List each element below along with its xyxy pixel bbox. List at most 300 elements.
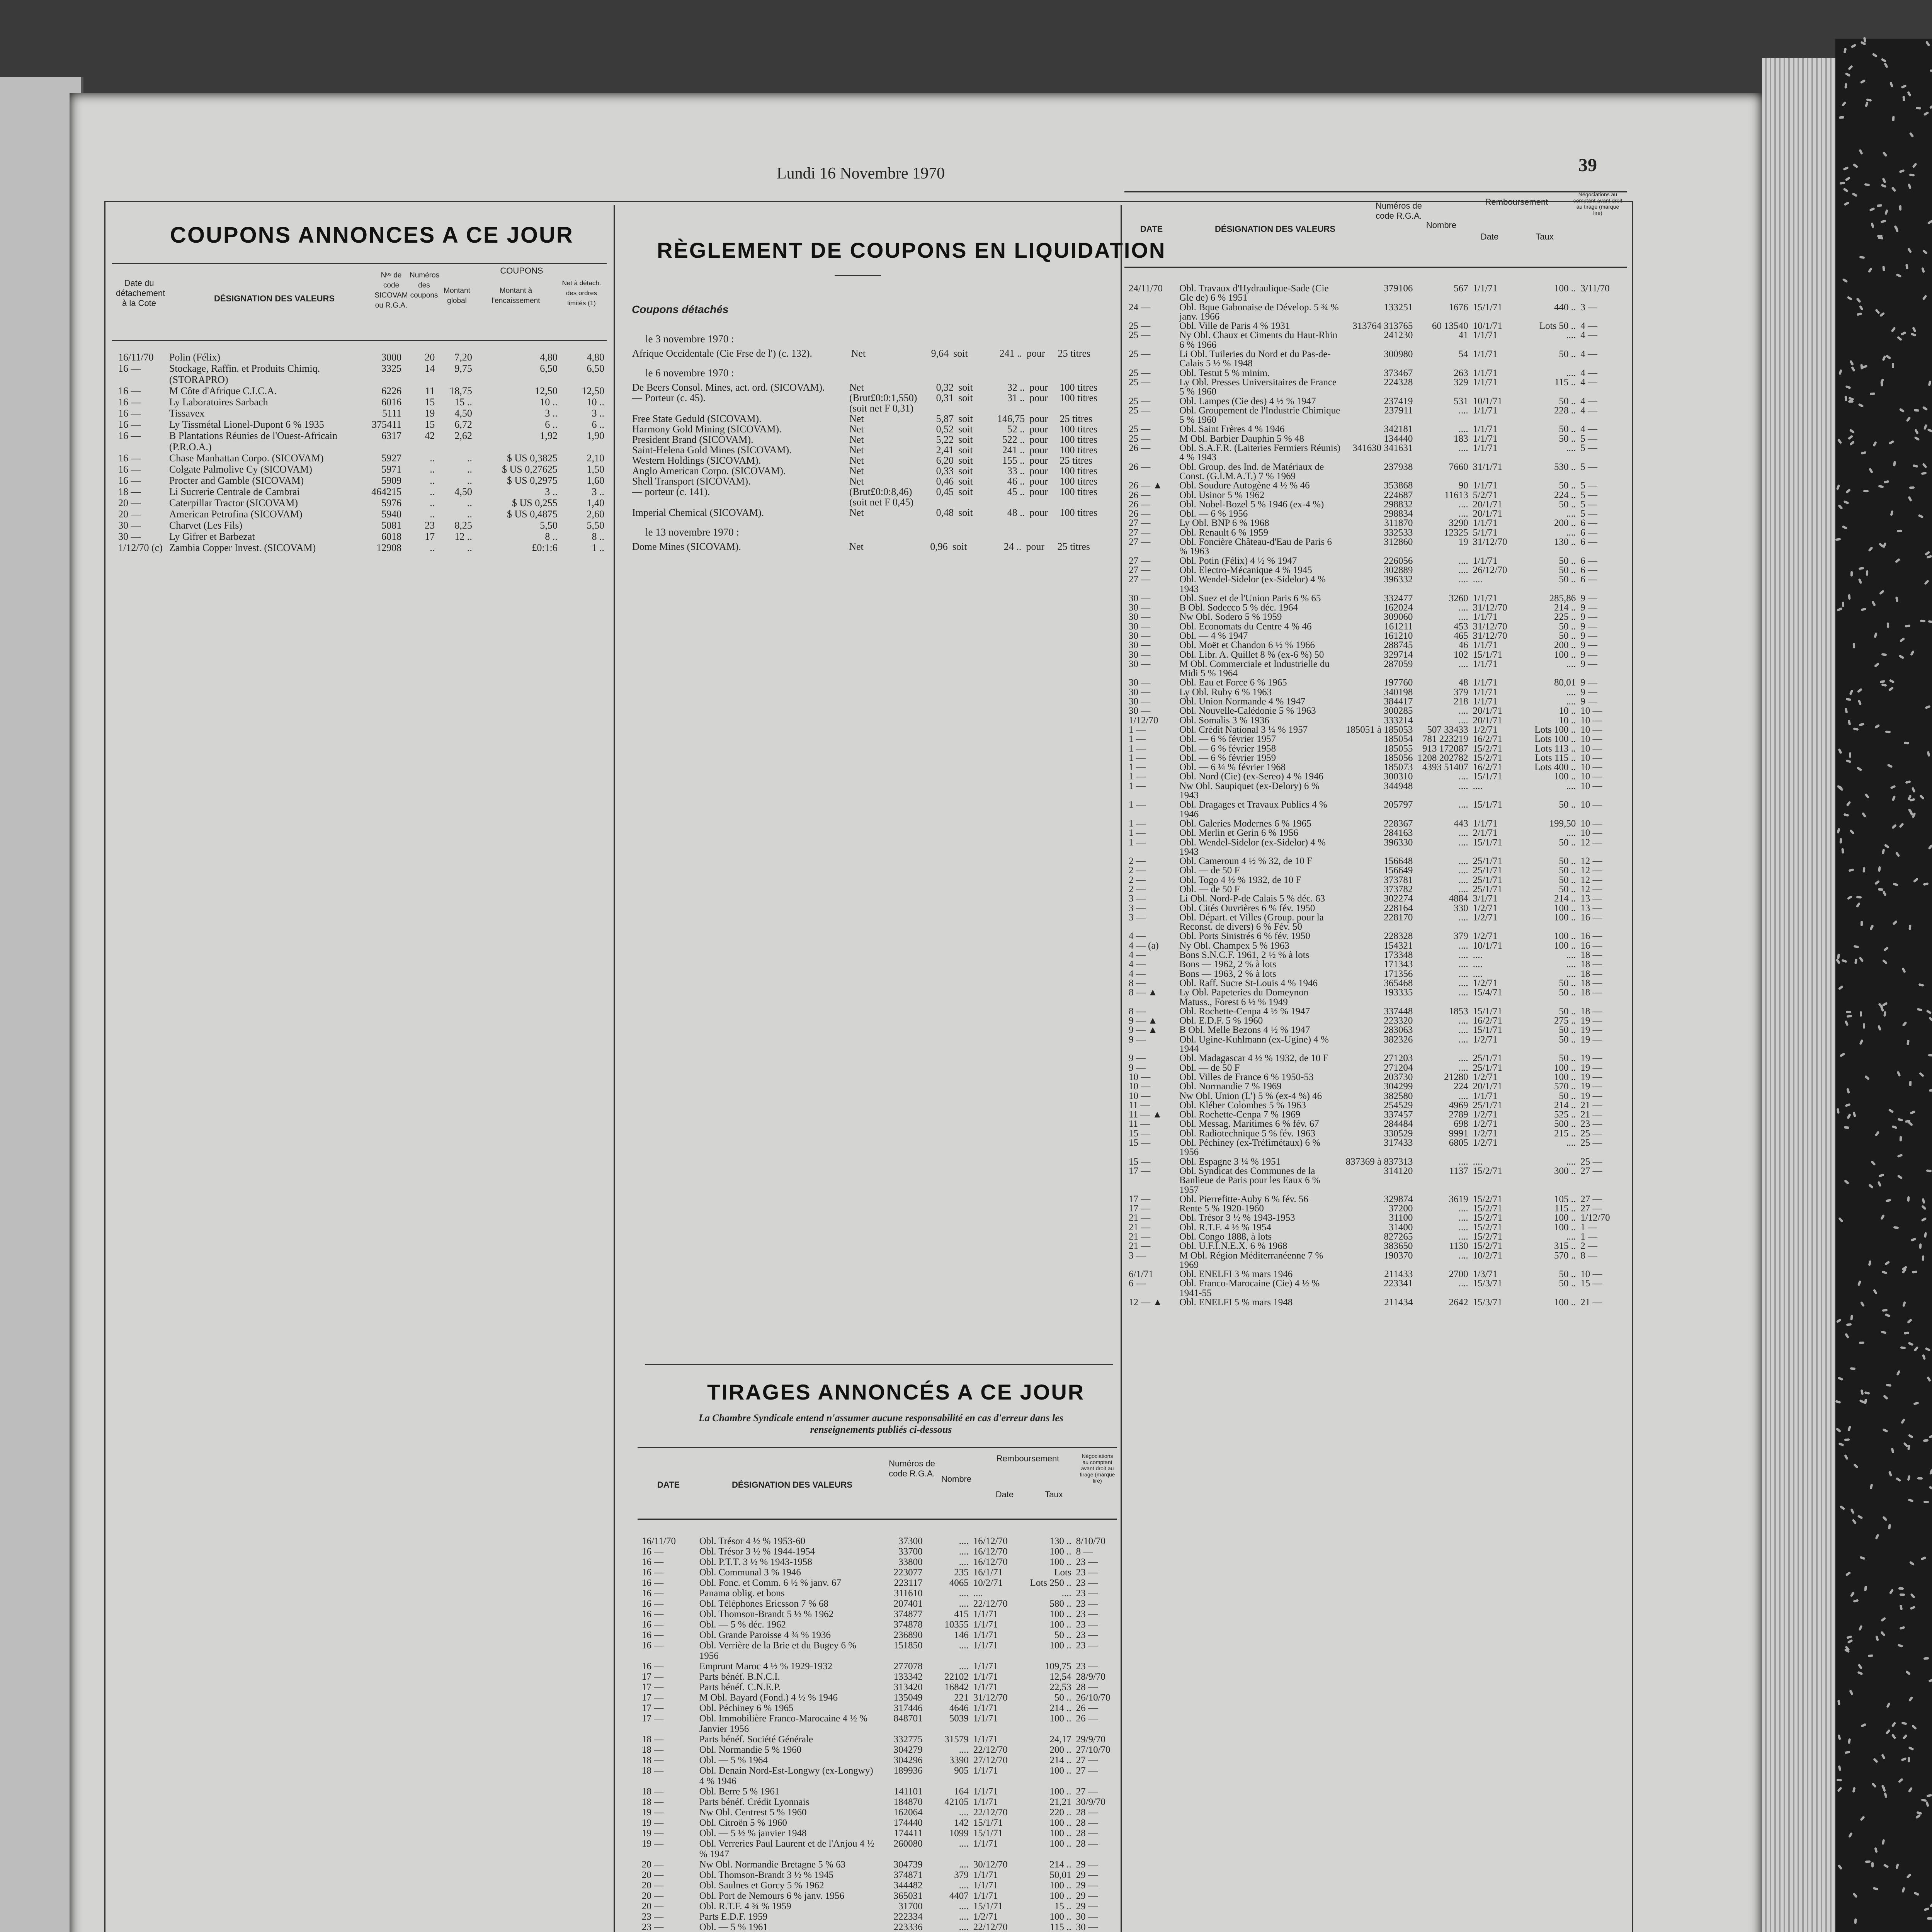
suite-row-cell: 12 — bbox=[1580, 856, 1602, 867]
tirages-col-designation: DÉSIGNATION DES VALEURS bbox=[731, 1480, 853, 1490]
tirage-row-cell: 235 bbox=[954, 1567, 969, 1578]
reglement-group-date: le 3 novembre 1970 : bbox=[645, 333, 734, 345]
suite-row-cell: 9 — bbox=[1580, 593, 1597, 604]
suite-row-cell: .... bbox=[1458, 1278, 1468, 1289]
coupon-row-cell: 3325 bbox=[381, 363, 402, 374]
suite-row-cell: 1/2/71 bbox=[1473, 1109, 1498, 1120]
tirage-row-cell: 100 .. bbox=[1049, 1891, 1071, 1901]
suite-row-cell: 4393 51407 bbox=[1422, 762, 1468, 773]
suite-row-cell: 309060 bbox=[1384, 612, 1413, 622]
suite-row-cell: 340198 bbox=[1384, 687, 1413, 697]
suite-row-cell: 2 — bbox=[1580, 1241, 1597, 1252]
tirage-row-cell: 1/1/71 bbox=[973, 1630, 998, 1640]
suite-row-cell: 50 .. bbox=[1559, 837, 1576, 848]
coupon-row-cell: 16 — bbox=[118, 385, 141, 396]
suite-row bbox=[1126, 575, 1625, 594]
suite-row-cell: 50 .. bbox=[1559, 630, 1576, 641]
coupon-row bbox=[116, 486, 607, 497]
reglement-cell: pour bbox=[1029, 423, 1048, 435]
suite-row-cell: .... bbox=[1458, 771, 1468, 782]
tirage-row-cell: .... bbox=[959, 1661, 969, 1672]
suite-row-cell: 1/1/71 bbox=[1473, 687, 1498, 697]
tirage-row-cell: .... bbox=[959, 1588, 969, 1599]
tirage-row-cell: 23 — bbox=[1076, 1557, 1098, 1567]
tirage-row-cell: Lots 250 .. bbox=[1030, 1578, 1071, 1588]
tirage-row-cell: 174411 bbox=[894, 1828, 923, 1838]
suite-row-cell: 10 — bbox=[1580, 706, 1602, 716]
suite-row-cell: 9 — bbox=[1580, 696, 1597, 707]
reglement-cell: 2,41 bbox=[936, 444, 954, 456]
suite-row-cell: .... bbox=[1458, 1203, 1468, 1214]
tirage-row-cell: 277078 bbox=[893, 1661, 923, 1672]
tirage-row-cell: 1/1/71 bbox=[973, 1713, 998, 1724]
tirage-row-cell: 109,75 bbox=[1044, 1661, 1071, 1672]
suite-row-cell: 16/2/71 bbox=[1473, 762, 1502, 773]
suite-row-cell: Lots 100 .. bbox=[1534, 734, 1576, 745]
tirage-row-cell: 23 — bbox=[642, 1912, 664, 1922]
suite-row-cell: 19 — bbox=[1580, 1015, 1602, 1026]
tirage-row-cell: 30 — bbox=[1076, 1912, 1098, 1922]
suite-row-cell: .... bbox=[1566, 367, 1576, 378]
tirage-row-cell: 223336 bbox=[893, 1922, 923, 1932]
suite-row-cell: 1 — bbox=[1129, 781, 1146, 791]
suite-row bbox=[1126, 678, 1625, 687]
suite-row bbox=[1126, 735, 1625, 744]
reglement-cell bbox=[919, 497, 956, 507]
tirage-row-cell: 29 — bbox=[1076, 1880, 1098, 1891]
coupon-row-cell: 3000 bbox=[381, 352, 402, 363]
suite-row-cell: 6 — bbox=[1580, 527, 1597, 538]
suite-row-cell: 100 .. bbox=[1554, 931, 1576, 942]
suite-row-cell: 190370 bbox=[1384, 1250, 1413, 1261]
tirage-row-cell: 207401 bbox=[893, 1599, 923, 1609]
tirage-row-cell: 221 bbox=[954, 1692, 969, 1703]
reglement-cell: 100 titres bbox=[1060, 423, 1098, 435]
suite-row-cell: .... bbox=[1473, 574, 1483, 585]
tirage-row-cell: 1/1/71 bbox=[973, 1786, 998, 1797]
suite-row-cell: 3 — bbox=[1129, 903, 1146, 913]
reglement-cell: pour bbox=[1029, 392, 1048, 403]
suite-row bbox=[1126, 612, 1625, 622]
tirage-row-cell: 37300 bbox=[898, 1536, 923, 1546]
reglement-cell: (Brut£0:0:1,550) bbox=[849, 392, 917, 403]
suite-row-cell: 337448 bbox=[1384, 1006, 1413, 1017]
tirage-row-cell: 26 — bbox=[1076, 1713, 1098, 1724]
reglement-cell: pour bbox=[1029, 486, 1048, 497]
reglement-group-date: le 13 novembre 1970 : bbox=[645, 526, 739, 538]
suite-row-cell: Lots 50 .. bbox=[1539, 321, 1576, 332]
suite-row-cell: 10 — bbox=[1580, 1269, 1602, 1280]
suite-row-cell: 8 — bbox=[1129, 1006, 1146, 1017]
suite-row-cell: .... bbox=[1473, 959, 1483, 970]
suite-row-cell: 203730 bbox=[1384, 1071, 1413, 1082]
suite-row-cell: 6 — bbox=[1580, 537, 1597, 548]
suite-row-cell: 10 — bbox=[1580, 828, 1602, 838]
tirage-row bbox=[639, 1745, 1117, 1755]
suite-row bbox=[1126, 1138, 1625, 1157]
tirage-row-cell: Obl. Grande Paroisse 4 ¾ % 1936 bbox=[699, 1630, 831, 1640]
reglement-cell: 25 titres bbox=[1060, 413, 1093, 424]
suite-row-cell: 12 — bbox=[1580, 837, 1602, 848]
reglement-cell: 0,33 bbox=[936, 465, 954, 476]
coupon-row-cell: 17 bbox=[425, 531, 435, 542]
suite-row-cell: 1137 bbox=[1449, 1165, 1468, 1176]
tirage-row bbox=[639, 1619, 1117, 1630]
coupon-row-cell: 12,50 bbox=[582, 385, 604, 396]
coupon-row-cell: 5940 bbox=[381, 509, 402, 520]
suite-row-cell: 211434 bbox=[1384, 1297, 1413, 1308]
suite-row-cell: 2 — bbox=[1129, 865, 1146, 876]
suite-row-cell: 100 .. bbox=[1554, 1071, 1576, 1082]
coupon-row bbox=[116, 352, 607, 363]
suite-row-cell: Obl. Messag. Maritimes 6 % fév. 67 bbox=[1179, 1119, 1319, 1129]
reglement-cell: 100 titres bbox=[1060, 434, 1098, 445]
reglement-cell: 0,96 bbox=[930, 541, 948, 552]
tirage-row-cell: 31700 bbox=[898, 1901, 923, 1912]
suite-row-cell: .... bbox=[1566, 1138, 1576, 1148]
suite-row-cell: Obl. Franco-Marocaine (Cie) 4 ½ % 1941-55 bbox=[1179, 1278, 1320, 1298]
suite-row-cell: 2700 bbox=[1449, 1269, 1468, 1280]
suite-row-cell: Obl. — de 50 F bbox=[1179, 1062, 1240, 1073]
reglement-cell: 0,48 bbox=[936, 507, 954, 518]
suite-row-cell: 30 — bbox=[1129, 621, 1151, 632]
tirage-row-cell: Parts bénéf. B.N.C.I. bbox=[699, 1672, 780, 1682]
suite-row bbox=[1126, 500, 1625, 509]
suite-row-cell: 337457 bbox=[1384, 1109, 1413, 1120]
suite-row-cell: 4 — (a) bbox=[1129, 940, 1159, 951]
suite-row-cell: 10 — bbox=[1129, 1071, 1151, 1082]
suite-row-cell: 2789 bbox=[1449, 1109, 1468, 1120]
suite-row-cell: .... bbox=[1566, 509, 1576, 519]
suite-row-cell: 50 .. bbox=[1559, 987, 1576, 998]
coupon-row-cell: 464215 bbox=[371, 486, 402, 497]
suite-row-cell: Obl. Wendel-Sidelor (ex-Sidelor) 4 % 1943 bbox=[1179, 574, 1326, 594]
tirage-row-cell: 332775 bbox=[893, 1734, 923, 1745]
suite-row-cell: 271203 bbox=[1384, 1053, 1413, 1064]
suite-row-cell: 1 — bbox=[1129, 743, 1146, 754]
reglement-row bbox=[630, 476, 1117, 486]
suite-row-cell: 3260 bbox=[1449, 593, 1468, 604]
coupon-row-cell: 1,92 bbox=[540, 430, 558, 441]
reglement-cell: soit bbox=[958, 382, 973, 393]
suite-row-cell: 18 — bbox=[1580, 978, 1602, 988]
tirage-row-cell: 1099 bbox=[949, 1828, 969, 1838]
tirage-row-cell: Obl. Berre 5 % 1961 bbox=[699, 1786, 780, 1797]
suite-row-cell: Obl. Radiotechnique 5 % fév. 1963 bbox=[1179, 1128, 1315, 1139]
suite-row-cell: 26 — bbox=[1129, 499, 1151, 510]
suite-row-cell: Obl. Ugine-Kuhlmann (ex-Ugine) 4 % 1944 bbox=[1179, 1034, 1329, 1054]
suite-row-cell: .... bbox=[1458, 874, 1468, 885]
suite-row-cell: .... bbox=[1458, 612, 1468, 622]
reglement-cell: pour bbox=[1029, 476, 1048, 487]
coupon-row bbox=[116, 509, 607, 520]
suite-row-cell: 382580 bbox=[1384, 1090, 1413, 1101]
tirage-row-cell: 23 — bbox=[1076, 1661, 1098, 1672]
suite-row bbox=[1126, 951, 1625, 960]
coupon-row-cell: .. bbox=[430, 509, 435, 520]
suite-row-cell: 313764 313765 bbox=[1352, 321, 1413, 332]
suite-row-cell: 171356 bbox=[1384, 968, 1413, 979]
tirage-row-cell: 17 — bbox=[642, 1692, 664, 1703]
tirages-col-nombre: Nombre bbox=[941, 1474, 972, 1484]
reglement-cell bbox=[1058, 403, 1117, 413]
suite-row-cell: Li Obl. Tuileries du Nord et du Pas-de-Calais 5 ½ % 1948 bbox=[1179, 349, 1331, 369]
tirage-row-cell: 16/12/70 bbox=[973, 1546, 1008, 1557]
suite-row-cell: 567 bbox=[1454, 283, 1468, 294]
suite-row-cell: 10 — bbox=[1580, 818, 1602, 829]
suite-row-cell: Obl. Kléber Colombes 5 % 1963 bbox=[1179, 1100, 1306, 1111]
suite-row bbox=[1126, 1204, 1625, 1213]
suite-row-cell: 329874 bbox=[1384, 1194, 1413, 1204]
suite-row-cell: 50 .. bbox=[1559, 349, 1576, 360]
reglement-group-date: le 6 novembre 1970 : bbox=[645, 367, 734, 379]
suite-row-cell: 26 — bbox=[1129, 509, 1151, 519]
coupon-row-cell: 2,60 bbox=[587, 509, 604, 520]
suite-row bbox=[1126, 1298, 1625, 1307]
reglement-cell: President Brand (SICOVAM). bbox=[632, 434, 753, 445]
tirage-row-cell: .... bbox=[1061, 1588, 1071, 1599]
reglement-cell: Net bbox=[849, 465, 864, 476]
coupon-row-cell: Li Sucrerie Centrale de Cambrai bbox=[169, 486, 300, 497]
reglement-cell: pour bbox=[1029, 413, 1048, 424]
reglement-cell: 5,87 bbox=[936, 413, 954, 424]
suite-row-cell: 10 — bbox=[1580, 743, 1602, 754]
suite-row-cell: 15 — bbox=[1129, 1156, 1151, 1167]
tirage-row-cell: 22102 bbox=[944, 1672, 969, 1682]
suite-row-cell: 27 — bbox=[1580, 1165, 1602, 1176]
tirage-row-cell: 1/1/71 bbox=[973, 1797, 998, 1807]
suite-row-cell: Obl. Dragages et Travaux Publics 4 % 1946 bbox=[1179, 799, 1327, 820]
suite-row-cell: 6805 bbox=[1449, 1138, 1468, 1148]
tirage-row-cell: 4646 bbox=[949, 1703, 969, 1713]
reglement-cell: 0,32 bbox=[936, 382, 954, 393]
tirage-row bbox=[639, 1891, 1117, 1901]
suite-row-cell: 19 — bbox=[1580, 1071, 1602, 1082]
tirage-row-cell: 16842 bbox=[944, 1682, 969, 1692]
coupon-row-cell: 16 — bbox=[118, 452, 141, 464]
tirage-row-cell: 17 — bbox=[642, 1713, 664, 1724]
suite-row-cell: 130 .. bbox=[1554, 537, 1576, 548]
tirage-row-cell: .... bbox=[959, 1745, 969, 1755]
coupon-row-cell: $ US 0,4875 bbox=[507, 509, 558, 520]
reglement-cell: 5,22 bbox=[936, 434, 954, 445]
tirages-col-taux: Taux bbox=[1045, 1490, 1063, 1499]
reglement-row bbox=[630, 541, 1117, 552]
tirage-row-cell: 23 — bbox=[1076, 1619, 1098, 1630]
suite-col-taux: Taux bbox=[1536, 232, 1554, 242]
suite-row-cell: .... bbox=[1566, 443, 1576, 454]
suite-row-cell: .... bbox=[1458, 978, 1468, 988]
suite-row-cell: 827265 bbox=[1384, 1231, 1413, 1242]
suite-row-cell: 1 — bbox=[1129, 724, 1146, 735]
tirage-row-cell: 374871 bbox=[893, 1870, 923, 1880]
suite-row bbox=[1126, 1026, 1625, 1035]
reglement-cell: 522 .. bbox=[1002, 434, 1025, 445]
tirage-row-cell: 1/2/71 bbox=[973, 1912, 998, 1922]
suite-row-cell: Ly Obl. Papeteries du Domeynon Matuss., Forest 6 ½ % 1949 bbox=[1179, 987, 1309, 1007]
tirage-row-cell: 16 — bbox=[642, 1630, 664, 1640]
suite-row-cell: 50 .. bbox=[1559, 555, 1576, 566]
suite-row bbox=[1126, 697, 1625, 706]
suite-row-cell: 9 — bbox=[1580, 649, 1597, 660]
coupon-row-cell: 5,50 bbox=[540, 520, 558, 531]
suite-row-cell: Obl. Wendel-Sidelor (ex-Sidelor) 4 % 1943 bbox=[1179, 837, 1326, 857]
suite-row-cell: Obl. Nobel-Bozel 5 % 1946 (ex-4 %) bbox=[1179, 499, 1324, 510]
tirage-row-cell: 848701 bbox=[893, 1713, 923, 1724]
suite-row bbox=[1126, 594, 1625, 603]
suite-row-cell: 344948 bbox=[1384, 781, 1413, 791]
reglement-cell: Afrique Occidentale (Cie Frse de l') (c. 132). bbox=[632, 348, 813, 359]
suite-row-cell: 507 33433 bbox=[1427, 724, 1468, 735]
tirages-col-rdate: Date bbox=[995, 1490, 1014, 1499]
tirage-row-cell: 16/11/70 bbox=[642, 1536, 676, 1546]
coupon-row-cell: .. bbox=[430, 475, 435, 486]
reglement-cell bbox=[956, 403, 982, 413]
tirage-row-cell: 20 — bbox=[642, 1870, 664, 1880]
suite-row-cell: 443 bbox=[1454, 818, 1468, 829]
suite-row-cell: .... bbox=[1458, 1034, 1468, 1045]
suite-row-cell: 288745 bbox=[1384, 640, 1413, 651]
suite-row-cell: .... bbox=[1458, 828, 1468, 838]
suite-row-cell: .... bbox=[1458, 856, 1468, 867]
suite-row-cell: 2 — bbox=[1129, 856, 1146, 867]
reglement-cell: Net bbox=[849, 413, 864, 424]
suite-row-cell: 224687 bbox=[1384, 490, 1413, 500]
suite-row-cell: 10/1/71 bbox=[1473, 321, 1502, 332]
suite-row-cell: .... bbox=[1458, 1053, 1468, 1064]
reglement-cell: soit bbox=[952, 541, 967, 552]
suite-row-cell: 15/2/71 bbox=[1473, 1165, 1502, 1176]
suite-row-cell: 531 bbox=[1454, 396, 1468, 406]
suite-row bbox=[1126, 528, 1625, 537]
coupon-row-cell: 12 .. bbox=[454, 531, 472, 542]
coupon-row-cell: Caterpillar Tractor (SICOVAM) bbox=[169, 497, 298, 509]
tirage-row-cell: 317446 bbox=[893, 1703, 923, 1713]
coupon-row-cell: .. bbox=[430, 542, 435, 553]
reglement-group-table bbox=[630, 382, 1117, 518]
suite-row-cell: 185056 bbox=[1384, 752, 1413, 763]
coupon-row-cell: 2,62 bbox=[454, 430, 472, 441]
suite-row-cell: Obl. U.F.I.N.E.X. 6 % 1968 bbox=[1179, 1241, 1287, 1252]
tirage-row-cell: 16 — bbox=[642, 1599, 664, 1609]
coupon-row-cell: 6317 bbox=[381, 430, 402, 441]
tirage-row-cell: Obl. — 5 % 1961 bbox=[699, 1922, 768, 1932]
coupon-row-cell: 5,50 bbox=[587, 520, 604, 531]
tirage-row-cell: 28 — bbox=[1076, 1828, 1098, 1838]
tirage-row-cell: 18 — bbox=[642, 1745, 664, 1755]
tirage-row bbox=[639, 1901, 1117, 1912]
suite-row-cell: 9 — bbox=[1580, 602, 1597, 613]
suite-row-cell: 1/2/71 bbox=[1473, 724, 1498, 735]
coupon-row-cell: .. bbox=[430, 464, 435, 475]
suite-row-cell: 1/1/71 bbox=[1473, 443, 1498, 454]
suite-row-cell: .... bbox=[1458, 781, 1468, 791]
suite-row-cell: .... bbox=[1458, 1015, 1468, 1026]
coupon-row-cell: 12,50 bbox=[535, 385, 558, 396]
suite-row bbox=[1126, 406, 1625, 425]
suite-row-cell: 100 .. bbox=[1554, 1213, 1576, 1223]
suite-row-cell: .... bbox=[1458, 706, 1468, 716]
suite-row-cell: 9 — bbox=[1580, 612, 1597, 622]
suite-row-cell: 300 .. bbox=[1554, 1165, 1576, 1176]
suite-row-cell: 781 223219 bbox=[1422, 734, 1468, 745]
suite-row-cell: 5 — bbox=[1580, 509, 1597, 519]
suite-row-cell: 50 .. bbox=[1559, 1090, 1576, 1101]
suite-row-cell: 46 bbox=[1458, 640, 1468, 651]
coupon-row-cell: 11 bbox=[425, 385, 435, 396]
reglement-group-table bbox=[630, 541, 1117, 552]
suite-row-cell: 15/2/71 bbox=[1473, 1241, 1502, 1252]
suite-row-cell: 373782 bbox=[1384, 884, 1413, 895]
suite-row-cell: 50 .. bbox=[1559, 480, 1576, 491]
suite-row-cell: 237938 bbox=[1384, 461, 1413, 472]
suite-row-cell: 10 .. bbox=[1559, 715, 1576, 726]
tirage-row-cell: Obl. Thomson-Brandt 5 ½ % 1962 bbox=[699, 1609, 834, 1619]
suite-row-cell: 224 .. bbox=[1554, 490, 1576, 500]
coupon-row-cell: 6 .. bbox=[545, 419, 558, 430]
suite-row-cell: 4 — bbox=[1580, 424, 1597, 435]
tirage-row-cell: 100 .. bbox=[1049, 1609, 1071, 1619]
suite-row bbox=[1126, 828, 1625, 838]
suite-row-cell: Bons — 1962, 2 % à lots bbox=[1179, 959, 1276, 970]
suite-row-cell: 50 .. bbox=[1559, 799, 1576, 810]
reglement-cell: 100 titres bbox=[1060, 444, 1098, 456]
suite-row bbox=[1126, 969, 1625, 979]
suite-row-cell: 287059 bbox=[1384, 658, 1413, 669]
suite-row-cell: 263 bbox=[1454, 367, 1468, 378]
suite-row-cell: 1 — bbox=[1129, 752, 1146, 763]
suite-row-cell: 3619 bbox=[1449, 1194, 1468, 1204]
suite-row-cell: 23 — bbox=[1580, 1119, 1602, 1129]
suite-row-cell: 254529 bbox=[1384, 1100, 1413, 1111]
suite-row-cell: 9 — ▲ bbox=[1129, 1015, 1158, 1026]
tirage-row-cell: M Obl. Bayard (Fond.) 4 ½ % 1946 bbox=[699, 1692, 838, 1703]
tirage-row-cell: 15 .. bbox=[1054, 1901, 1071, 1912]
suite-row bbox=[1126, 566, 1625, 575]
suite-row-cell: 27 — bbox=[1129, 565, 1151, 575]
suite-row-cell: .... bbox=[1566, 687, 1576, 697]
suite-row-cell: Lots 113 .. bbox=[1535, 743, 1576, 754]
coupon-row-cell: 20 — bbox=[118, 497, 141, 509]
suite-row bbox=[1126, 331, 1625, 350]
suite-row-cell: 317433 bbox=[1384, 1138, 1413, 1148]
suite-row-cell: .... bbox=[1458, 837, 1468, 848]
suite-row-cell: Obl. Union Normande 4 % 1947 bbox=[1179, 696, 1306, 707]
tirage-row bbox=[639, 1807, 1117, 1818]
suite-row-cell: 384417 bbox=[1384, 696, 1413, 707]
suite-row bbox=[1126, 481, 1625, 490]
suite-row-cell: 13 — bbox=[1580, 893, 1602, 904]
suite-row-cell: 215 .. bbox=[1554, 1128, 1576, 1139]
suite-row-cell: Obl. E.D.F. 5 % 1960 bbox=[1179, 1015, 1263, 1026]
suite-row-cell: 31400 bbox=[1388, 1222, 1413, 1233]
tirage-row bbox=[639, 1734, 1117, 1745]
suite-row-cell: Obl. — de 50 F bbox=[1179, 884, 1240, 895]
suite-row bbox=[1126, 782, 1625, 801]
reglement-cell: Anglo American Corpo. (SICOVAM). bbox=[632, 465, 786, 476]
tirage-row-cell: .... bbox=[959, 1536, 969, 1546]
tirage-row-cell: 100 .. bbox=[1049, 1912, 1071, 1922]
tirage-row-cell: .... bbox=[959, 1640, 969, 1651]
page-number: 39 bbox=[1578, 155, 1597, 175]
coupon-row-cell: 12908 bbox=[376, 542, 402, 553]
tirage-row-cell: 18 — bbox=[642, 1786, 664, 1797]
suite-row-cell: 1/1/71 bbox=[1473, 677, 1498, 688]
suite-row-cell: 10/1/71 bbox=[1473, 940, 1502, 951]
suite-row bbox=[1126, 1195, 1625, 1204]
suite-row-cell: 24/11/70 bbox=[1129, 283, 1163, 294]
suite-row-cell: Obl. S.A.F.R. (Laiteries Fermiers Réunis) 4 % 1943 bbox=[1179, 443, 1340, 463]
